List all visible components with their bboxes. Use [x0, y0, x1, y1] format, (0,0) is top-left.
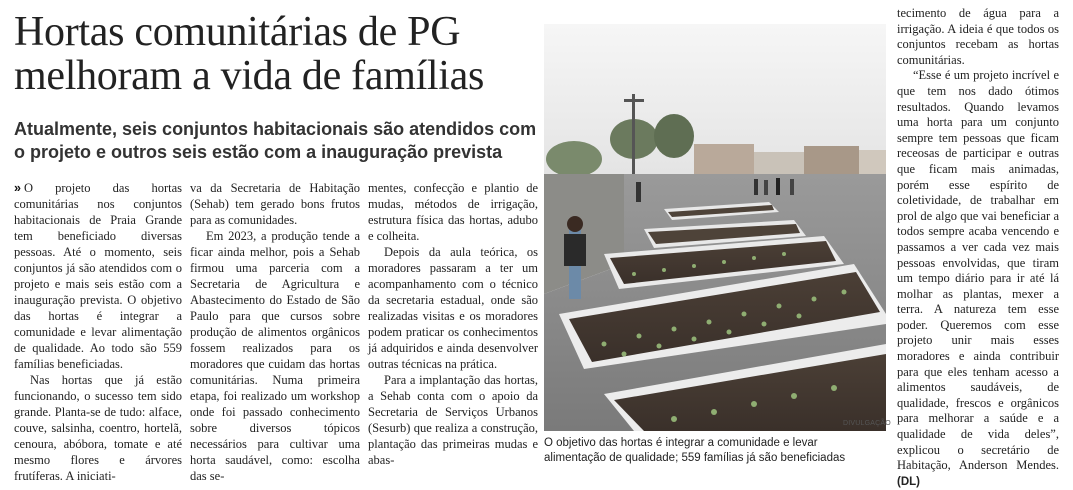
subheadline-line-1: Atualmente, seis conjuntos habitacionais são atendidos com	[14, 119, 537, 139]
headline-line-1: Hortas comunitárias de PG	[14, 9, 461, 55]
photo-caption-line-2: alimentação de qualidade; 559 famílias já são beneficiadas	[544, 452, 846, 464]
article-column-3	[368, 180, 538, 468]
article-paragraph: Nas hortas que já estão funcionando, o sucesso tem sido grande. Planta-se de tudo: alface, couve, salsinha, coentro, hortelã, cenoura, abóbora, tomate e até mesmo flores e árvores frutíferas. A iniciati-	[14, 373, 182, 483]
headline	[14, 10, 534, 98]
article-column-1	[14, 180, 182, 484]
article-paragraph: va da Secretaria de Habitação (Sehab) tem gerado bons frutos para as comunidades.	[190, 181, 360, 227]
quote-text: “Esse é um projeto incrível e que tem nos dado ótimos resultados. Quando levamos uma horta para um conjunto sempre tem pessoas que ficam receosas de participar e outras que ficam mais animadas, porém esse espírito de coletividade, de trabalhar em prol de algo que vai beneficiar a todos sempre acaba vencendo e passamos a ver cada vez mais pessoas envolvidas, que tiram um tempo diário para ir até lá molhar as plantas, mexer a terra. A natureza tem esse poder. Queremos com esse projeto unir mais esses moradores e ainda contribuir para que eles tenham acesso a alimentos saudáveis, de qualidade, frescos e orgânicos para melhorar a saúde e a qualidade de vida deles”, explicou o secretário de Habitação, Anderson Mendes.	[897, 68, 1059, 473]
photo-caption-line-1: O objetivo das hortas é integrar a comunidade e levar	[544, 437, 818, 449]
subheadline	[14, 118, 537, 164]
garden-photo-illustration	[544, 24, 886, 431]
article-paragraph: tecimento de água para a irrigação. A ideia é que todos os conjuntos recebam as hortas comunitárias.	[897, 6, 1059, 67]
article-paragraph: Depois da aula teórica, os moradores passaram a ter um acompanhamento com o técnico da secretaria estadual, onde são realizadas visitas e os moradores podem praticar os conhecimentos já adquiridos e ainda desenvolver outras técnicas na prática.	[368, 245, 538, 371]
article-paragraph	[897, 68, 1059, 490]
article-column-2	[190, 180, 360, 484]
article-photo	[544, 24, 886, 431]
article-column-4	[897, 6, 1059, 490]
article-paragraph-text: O projeto das hortas comunitárias nos conjuntos habitacionais de Praia Grande tem beneficiado diversas pessoas. Até o momento, seis conjuntos já são atendidos com o projeto e mais seis estão com a inauguração prevista. O objetivo das hortas é integrar a comunidade e levar alimentação de qualidade. Ao todo são 559 famílias beneficiadas.	[14, 181, 182, 371]
article-paragraph	[14, 180, 182, 372]
photo-caption	[544, 436, 889, 466]
subheadline-line-2: o projeto e outros seis estão com a inauguração prevista	[14, 142, 503, 162]
author-signature: (DL)	[897, 475, 920, 488]
headline-line-2: melhoram a vida de famílias	[14, 53, 485, 99]
article-paragraph: mentes, confecção e plantio de mudas, métodos de irrigação, estrutura física das hortas, adubo e colheita.	[368, 181, 538, 243]
section-marker-icon: »	[14, 181, 21, 195]
article-paragraph: Para a implantação das hortas, a Sehab conta com o apoio da Secretaria de Serviços Urbanos (Sesurb) que realiza a construção, plantação das primeiras mudas e abas-	[368, 373, 538, 467]
article-paragraph: Em 2023, a produção tende a ficar ainda melhor, pois a Sehab firmou uma parceria com a Secretaria de Agricultura e Abastecimento do Estado de São Paulo para que cursos sobre produção de alimentos orgânicos fossem realizados para os moradores que cuidam das hortas comunitárias. Numa primeira etapa, foi realizado um workshop onde foi passado conhecimento sobre diversos tópicos necessários para cultivar uma horta saudável, como: escolha das se-	[190, 229, 360, 483]
photo-credit: DIVULGAÇÃO	[843, 420, 891, 427]
